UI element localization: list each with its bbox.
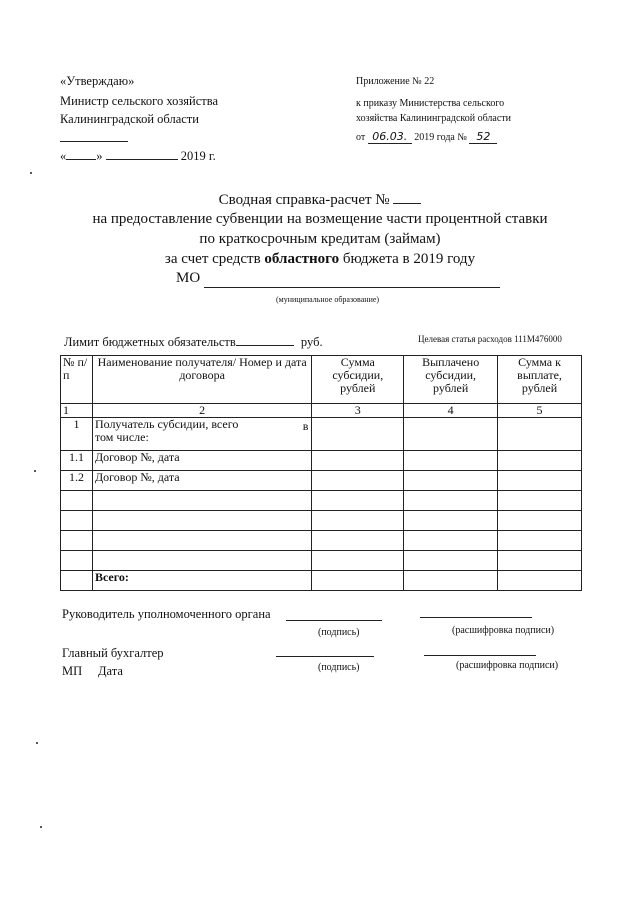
title-line4-pre: за счет средств xyxy=(164,251,261,267)
accountant-sign-caption: (подпись) xyxy=(318,662,360,673)
appendix-number-handwritten: 52 xyxy=(469,130,497,144)
table-header-row xyxy=(61,356,582,404)
approval-year: 2019 г. xyxy=(180,149,216,163)
appendix-date-prefix: от xyxy=(356,132,366,143)
accountant-sign-line xyxy=(276,655,374,657)
row2-to-pay xyxy=(498,451,582,471)
header-to-pay: Сумма к выплате, рублей xyxy=(498,356,582,404)
table-row xyxy=(61,451,582,471)
table-row xyxy=(61,491,582,511)
row3-text: Договор №, дата xyxy=(92,471,311,491)
colnum-3: 3 xyxy=(312,404,404,418)
date-label: Дата xyxy=(98,664,123,678)
table-total-row xyxy=(61,571,582,591)
scan-speck xyxy=(40,826,42,828)
approval-day-blank xyxy=(66,147,96,160)
colnum-1: 1 xyxy=(61,404,93,418)
title-line4-post: бюджета в 2019 году xyxy=(342,251,476,267)
row3-to-pay xyxy=(498,471,582,491)
accountant-decode-line xyxy=(424,654,536,656)
head-sign-line xyxy=(286,619,382,621)
limit-row xyxy=(64,333,323,350)
appendix-date-handwritten: 06.03. xyxy=(368,130,412,144)
colnum-2: 2 xyxy=(92,404,311,418)
approval-signature-line xyxy=(60,140,128,142)
approval-date-mid: » xyxy=(96,149,103,163)
row3-sum xyxy=(312,471,404,491)
approval-date xyxy=(60,147,216,164)
table-row xyxy=(61,511,582,531)
appendix-date-line xyxy=(356,130,497,144)
row1-sum xyxy=(312,418,404,451)
mo-blank-line xyxy=(204,286,500,288)
table-colnum-row xyxy=(61,404,582,418)
approval-date-open: « xyxy=(60,149,67,163)
scan-speck xyxy=(30,172,32,174)
title-line1 xyxy=(0,191,640,209)
row2-num: 1.1 xyxy=(61,451,93,471)
header-name: Наименование получателя/ Номер и дата договора xyxy=(92,356,311,404)
row1-text xyxy=(92,418,311,451)
header-num: № п/п xyxy=(61,356,93,404)
target-article: Целевая статья расходов 111М476000 xyxy=(418,334,562,344)
head-label: Руководитель уполномоченного органа xyxy=(62,607,271,621)
row1-paid xyxy=(404,418,498,451)
row1-to-pay xyxy=(498,418,582,451)
mo-label: МО xyxy=(176,270,201,286)
appendix-line2: к приказу Министерства сельского xyxy=(356,98,505,109)
row1-num: 1 xyxy=(61,418,93,451)
accountant-decode-caption: (расшифровка подписи) xyxy=(456,660,559,671)
title-line3: по краткосрочным кредитам (займам) xyxy=(199,231,441,247)
total-paid xyxy=(404,571,498,591)
appendix-line3: хозяйства Калининградской области xyxy=(356,113,512,124)
colnum-4: 4 xyxy=(404,404,498,418)
title-line4-bold: областного xyxy=(264,251,340,267)
limit-unit: руб. xyxy=(300,335,323,349)
row2-sum xyxy=(312,451,404,471)
total-sum xyxy=(312,571,404,591)
row3-paid xyxy=(404,471,498,491)
head-decode-line xyxy=(420,616,532,618)
row1-v: в xyxy=(302,419,309,433)
appendix-line1: Приложение № 22 xyxy=(356,76,435,87)
appendix-year-text: 2019 года № xyxy=(414,132,467,143)
total-to-pay xyxy=(498,571,582,591)
row3-num: 1.2 xyxy=(61,471,93,491)
limit-blank xyxy=(236,333,294,346)
approval-label: «Утверждаю» xyxy=(60,74,135,88)
title-line1-text: Сводная справка-расчет № xyxy=(218,192,390,208)
row1-text-b: том числе: xyxy=(94,430,149,444)
scan-speck xyxy=(36,742,38,744)
row1-text-a: Получатель субсидии, всего xyxy=(94,417,239,431)
table-row xyxy=(61,471,582,491)
title-line2: на предоставление субвенции на возмещение части процентной ставки xyxy=(92,211,548,227)
accountant-label: Главный бухгалтер xyxy=(62,646,164,660)
title-number-blank xyxy=(393,191,421,204)
head-decode-caption: (расшифровка подписи) xyxy=(452,625,555,636)
limit-label: Лимит бюджетных обязательств xyxy=(64,335,236,349)
mp-label: МП xyxy=(62,664,83,678)
approval-position-line2: Калининградской области xyxy=(60,112,199,126)
head-sign-caption: (подпись) xyxy=(318,627,360,638)
approval-month-blank xyxy=(106,147,178,160)
colnum-5: 5 xyxy=(498,404,582,418)
table-row xyxy=(61,551,582,571)
row2-paid xyxy=(404,451,498,471)
approval-position-line1: Министр сельского хозяйства xyxy=(60,94,219,108)
header-sum: Сумма субсидии, рублей xyxy=(312,356,404,404)
scan-speck xyxy=(34,470,36,472)
table-row xyxy=(61,418,582,451)
total-label: Всего: xyxy=(92,571,311,591)
row2-text: Договор №, дата xyxy=(92,451,311,471)
header-paid: Выплачено субсидии, рублей xyxy=(404,356,498,404)
subsidy-table xyxy=(60,355,582,591)
mo-caption: (муниципальное образование) xyxy=(276,295,380,304)
title-line4 xyxy=(0,251,640,268)
table-row xyxy=(61,531,582,551)
